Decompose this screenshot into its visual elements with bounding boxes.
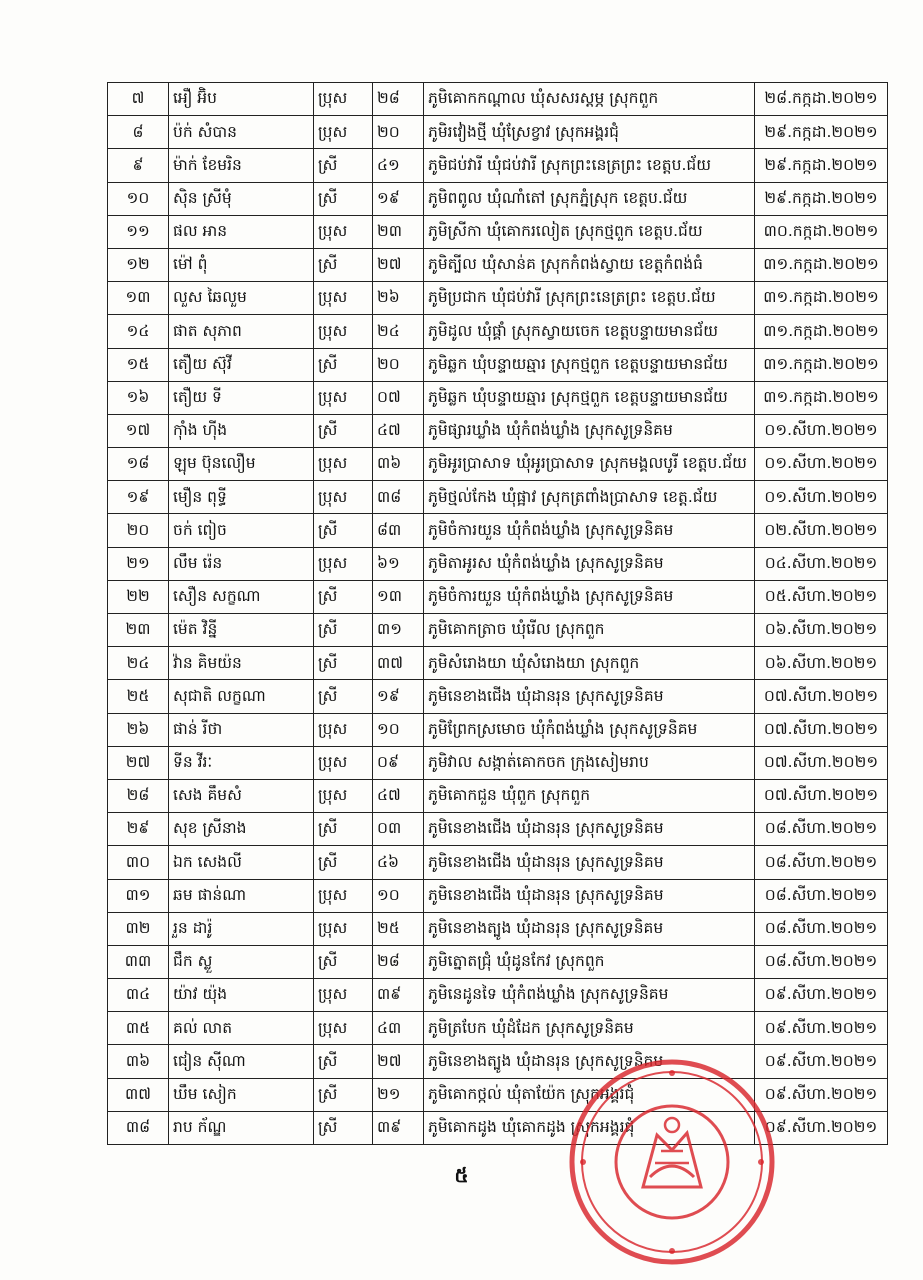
record-date: ០៨.សីហា.២០២១ <box>755 879 888 912</box>
record-date: ០៩.សីហា.២០២១ <box>755 1045 888 1078</box>
patient-name: មឿន ពុទ្ធី <box>169 481 314 514</box>
patient-name: ជៀន ស៊ីណា <box>169 1045 314 1078</box>
row-number: ២៣ <box>108 614 169 647</box>
table-row <box>108 580 888 613</box>
patient-age: ៤១ <box>373 149 424 182</box>
row-number: ៣៦ <box>108 1045 169 1078</box>
record-date: ២៩.កក្កដា.២០២១ <box>755 116 888 149</box>
row-number: ១៥ <box>108 348 169 381</box>
patient-age: ២៣ <box>373 215 424 248</box>
patient-address: ភូមិចំការយួន ឃុំកំពង់ឃ្លាំង ស្រុកសូទ្រនិគម <box>424 580 755 613</box>
record-date: ០២.សីហា.២០២១ <box>755 514 888 547</box>
patient-age: ៤៧ <box>373 779 424 812</box>
patient-age: ៦១ <box>373 547 424 580</box>
row-number: ១០ <box>108 182 169 215</box>
record-date: ០៩.សីហា.២០២១ <box>755 1078 888 1111</box>
row-number: ៣២ <box>108 912 169 945</box>
record-date: ៣០.កក្កដា.២០២១ <box>755 215 888 248</box>
page-number: ៥ <box>454 1163 469 1187</box>
table-row <box>108 945 888 978</box>
patient-address: ភូមិនេខាងជើង ឃុំដានរុន ស្រុកសូទ្រនិគម <box>424 846 755 879</box>
record-date: ៣១.កក្កដា.២០២១ <box>755 282 888 315</box>
patient-name: ស៊ិន ស្រីមុំ <box>169 182 314 215</box>
row-number: ២០ <box>108 514 169 547</box>
patient-age: ៣៨ <box>373 481 424 514</box>
patient-name: ឯក សេងលី <box>169 846 314 879</box>
patient-address: ភូមិអូរប្រាសាទ ឃុំអូរប្រាសាទ ស្រុកមង្គលបូរី ខេត្តប.ជ័យ <box>424 448 755 481</box>
patient-name: សេង គឹមសំ <box>169 779 314 812</box>
patient-sex: ប្រុស <box>314 779 373 812</box>
patient-sex: ប្រុស <box>314 979 373 1012</box>
record-date: ៣១.កក្កដា.២០២១ <box>755 315 888 348</box>
record-date: ០៥.សីហា.២០២១ <box>755 580 888 613</box>
patient-sex: ស្រី <box>314 182 373 215</box>
row-number: ១៦ <box>108 381 169 414</box>
patient-name: យ៉ាវ យ៉ុង <box>169 979 314 1012</box>
record-date: ០៧.សីហា.២០២១ <box>755 746 888 779</box>
record-date: ០៦.សីហា.២០២១ <box>755 614 888 647</box>
row-number: ៣០ <box>108 846 169 879</box>
table-row <box>108 514 888 547</box>
patient-address: ភូមិថ្មល់កែង ឃុំផ្អាវ ស្រុកត្រពាំងប្រាសាទ ខេត្ត.ជ័យ <box>424 481 755 514</box>
record-date: ០១.សីហា.២០២១ <box>755 481 888 514</box>
patient-age: ២៤ <box>373 315 424 348</box>
patient-sex: ស្រី <box>314 945 373 978</box>
patient-name: តឿយ ទី <box>169 381 314 414</box>
patient-address: ភូមិគោកដូង ឃុំគោកដូង ស្រុកអង្គរជុំ <box>424 1111 755 1144</box>
row-number: ២៧ <box>108 746 169 779</box>
table-row <box>108 746 888 779</box>
patient-table-body <box>108 83 888 1145</box>
record-date: ២៨.កក្កដា.២០២១ <box>755 83 888 116</box>
patient-name: វ៉ាន គិមយ៉ន <box>169 647 314 680</box>
patient-sex: ស្រី <box>314 348 373 381</box>
patient-address: ភូមិគោកថ្កល់ ឃុំតាយ៉ែក ស្រុកអង្គរជុំ <box>424 1078 755 1111</box>
patient-age: ៣៧ <box>373 647 424 680</box>
patient-address: ភូមិនេខាងជើង ឃុំដានរុន ស្រុកសូទ្រនិគម <box>424 680 755 713</box>
patient-name: ឆម ផាន់ណា <box>169 879 314 912</box>
record-date: ០៨.សីហា.២០២១ <box>755 813 888 846</box>
row-number: ៣៤ <box>108 979 169 1012</box>
row-number: ២១ <box>108 547 169 580</box>
patient-address: ភូមិចំការយួន ឃុំកំពង់ឃ្លាំង ស្រុកសូទ្រនិគម <box>424 514 755 547</box>
patient-sex: ស្រី <box>314 614 373 647</box>
row-number: ៣៨ <box>108 1111 169 1144</box>
patient-name: ម៉េត វិន្នី <box>169 614 314 647</box>
patient-age: ២៧ <box>373 248 424 281</box>
patient-address: ភូមិគោកត្រាច ឃុំរើល ស្រុកពួក <box>424 614 755 647</box>
patient-sex: ប្រុស <box>314 381 373 414</box>
record-date: ០៨.សីហា.២០២១ <box>755 846 888 879</box>
record-date: ០៦.សីហា.២០២១ <box>755 647 888 680</box>
record-date: ២៩.កក្កដា.២០២១ <box>755 149 888 182</box>
table-row <box>108 348 888 381</box>
patient-address: ភូមិស្រីកា ឃុំគោករលៀត ស្រុកថ្មពួក ខេត្តប.ជ័យ <box>424 215 755 248</box>
patient-name: ឡុម ប៊ុនលឿម <box>169 448 314 481</box>
patient-age: ២៧ <box>373 1045 424 1078</box>
patient-address: ភូមិព្រែកស្រមោច ឃុំកំពង់ឃ្លាំង ស្រុកសូទ្រនិគម <box>424 713 755 746</box>
patient-sex: ស្រី <box>314 1045 373 1078</box>
patient-sex: ស្រី <box>314 514 373 547</box>
patient-age: ៣១ <box>373 614 424 647</box>
patient-name: ផល អាន <box>169 215 314 248</box>
row-number: ១៩ <box>108 481 169 514</box>
table-row <box>108 680 888 713</box>
patient-name: ផាត សុភាព <box>169 315 314 348</box>
record-date: ០១.សីហា.២០២១ <box>755 414 888 447</box>
patient-sex: ស្រី <box>314 813 373 846</box>
record-date: ០៩.សីហា.២០២១ <box>755 979 888 1012</box>
record-date: ០៧.សីហា.២០២១ <box>755 680 888 713</box>
patient-age: ៣៦ <box>373 448 424 481</box>
patient-name: សឿន សក្ខណា <box>169 580 314 613</box>
table-row <box>108 979 888 1012</box>
patient-address: ភូមិនេខាងជើង ឃុំដានរុន ស្រុកសូទ្រនិគម <box>424 879 755 912</box>
record-date: ០៧.សីហា.២០២១ <box>755 713 888 746</box>
patient-sex: ស្រី <box>314 1111 373 1144</box>
table-row <box>108 1078 888 1111</box>
record-date: ៣១.កក្កដា.២០២១ <box>755 248 888 281</box>
patient-sex: ប្រុស <box>314 215 373 248</box>
record-date: ៣១.កក្កដា.២០២១ <box>755 348 888 381</box>
patient-age: ០៧ <box>373 381 424 414</box>
row-number: ៣១ <box>108 879 169 912</box>
patient-sex: ស្រី <box>314 680 373 713</box>
patient-sex: ប្រុស <box>314 315 373 348</box>
record-date: ០១.សីហា.២០២១ <box>755 448 888 481</box>
record-date: ០៤.សីហា.២០២១ <box>755 547 888 580</box>
patient-age: ២០ <box>373 116 424 149</box>
patient-address: ភូមិនេខាងជើង ឃុំដានរុន ស្រុកសូទ្រនិគម <box>424 813 755 846</box>
row-number: ២៩ <box>108 813 169 846</box>
patient-name: ផាន់ រីថា <box>169 713 314 746</box>
row-number: ១២ <box>108 248 169 281</box>
patient-address: ភូមិគោកជួន ឃុំពួក ស្រុកពួក <box>424 779 755 812</box>
row-number: ១៤ <box>108 315 169 348</box>
patient-sex: ស្រី <box>314 248 373 281</box>
row-number: ៣៥ <box>108 1012 169 1045</box>
record-date: ០៩.សីហា.២០២១ <box>755 1012 888 1045</box>
patient-address: ភូមិត្បីល ឃុំសាន់គ ស្រុកកំពង់ស្វាយ ខេត្តកំពង់ធំ <box>424 248 755 281</box>
table-row <box>108 182 888 215</box>
patient-address: ភូមិឆ្លក ឃុំបន្ទាយឆ្មារ ស្រុកថ្មពួក ខេត្តបន្ទាយមានជ័យ <box>424 381 755 414</box>
patient-sex: ប្រុស <box>314 713 373 746</box>
patient-age: ៣៩ <box>373 979 424 1012</box>
patient-address: ភូមិគោកកណ្ដាល ឃុំសសរស្ដម្ភ ស្រុកពួក <box>424 83 755 116</box>
patient-sex: ប្រុស <box>314 547 373 580</box>
patient-age: ១០ <box>373 713 424 746</box>
patient-name: តឿយ ស៊ុវី <box>169 348 314 381</box>
patient-age: ៤៧ <box>373 414 424 447</box>
row-number: ៣៣ <box>108 945 169 978</box>
patient-name: លឹម រ៉េន <box>169 547 314 580</box>
record-date: ០៩.សីហា.២០២១ <box>755 1111 888 1144</box>
patient-address: ភូមិផ្សារឃ្លាំង ឃុំកំពង់ឃ្លាំង ស្រុកសូទ្រនិគម <box>424 414 755 447</box>
patient-address: ភូមិត្របែក ឃុំដំដែក ស្រុកសូទ្រនិគម <box>424 1012 755 1045</box>
row-number: ១៨ <box>108 448 169 481</box>
row-number: ២៥ <box>108 680 169 713</box>
table-row <box>108 846 888 879</box>
row-number: ១៧ <box>108 414 169 447</box>
row-number: ៩ <box>108 149 169 182</box>
patient-age: ២១ <box>373 1078 424 1111</box>
row-number: ២២ <box>108 580 169 613</box>
row-number: ៣៧ <box>108 1078 169 1111</box>
patient-address: ភូមិពពូល ឃុំណាំតៅ ស្រុកភ្នំស្រុក ខេត្តប.ជ័យ <box>424 182 755 215</box>
table-row <box>108 813 888 846</box>
patient-name: ប៉ក់ សំបាន <box>169 116 314 149</box>
patient-sex: ប្រុស <box>314 83 373 116</box>
table-row <box>108 282 888 315</box>
record-date: ០៨.សីហា.២០២១ <box>755 912 888 945</box>
table-row <box>108 448 888 481</box>
record-date: ០៨.សីហា.២០២១ <box>755 945 888 978</box>
patient-address: ភូមិដូល ឃុំផ្គាំ ស្រុកស្វាយចេក ខេត្តបន្ទាយមានជ័យ <box>424 315 755 348</box>
patient-address: ភូមិវាល សង្កាត់គោកចក ក្រុងសៀមរាប <box>424 746 755 779</box>
patient-address: ភូមិឆ្លក ឃុំបន្ទាយឆ្មារ ស្រុកថ្មពួក ខេត្តបន្ទាយមានជ័យ <box>424 348 755 381</box>
patient-name: រួន ដារ៉ូ <box>169 912 314 945</box>
table-row <box>108 215 888 248</box>
patient-age: ១៩ <box>373 182 424 215</box>
table-row <box>108 1045 888 1078</box>
patient-name: សុជាតិ លក្ខណា <box>169 680 314 713</box>
table-row <box>108 116 888 149</box>
patient-age: ០៩ <box>373 746 424 779</box>
patient-sex: ស្រី <box>314 647 373 680</box>
patient-sex: ប្រុស <box>314 116 373 149</box>
patient-name: គល់ លាត <box>169 1012 314 1045</box>
row-number: ២៤ <box>108 647 169 680</box>
patient-age: ២៨ <box>373 945 424 978</box>
patient-address: ភូមិតាអូរស ឃុំកំពង់ឃ្លាំង ស្រុកសូទ្រនិគម <box>424 547 755 580</box>
patient-sex: ប្រុស <box>314 481 373 514</box>
patient-name: ទីន វីរៈ <box>169 746 314 779</box>
patient-sex: ស្រី <box>314 149 373 182</box>
table-row <box>108 83 888 116</box>
patient-age: ៨៣ <box>373 514 424 547</box>
patient-age: ២៦ <box>373 282 424 315</box>
patient-age: ១៣ <box>373 580 424 613</box>
table-row <box>108 713 888 746</box>
patient-sex: ប្រុស <box>314 879 373 912</box>
row-number: ២៦ <box>108 713 169 746</box>
patient-age: ៣៩ <box>373 1111 424 1144</box>
patient-age: ១០ <box>373 879 424 912</box>
patient-age: ០៣ <box>373 813 424 846</box>
patient-table <box>107 82 888 1145</box>
patient-address: ភូមិសំរោងយា ឃុំសំរោងយា ស្រុកពួក <box>424 647 755 680</box>
record-date: ២៩.កក្កដា.២០២១ <box>755 182 888 215</box>
patient-age: ៤៦ <box>373 846 424 879</box>
patient-sex: ប្រុស <box>314 448 373 481</box>
row-number: ២៨ <box>108 779 169 812</box>
row-number: ១៣ <box>108 282 169 315</box>
patient-sex: ស្រី <box>314 846 373 879</box>
table-row <box>108 779 888 812</box>
table-row <box>108 647 888 680</box>
patient-age: ២០ <box>373 348 424 381</box>
patient-name: ចក់ ពៀច <box>169 514 314 547</box>
patient-name: អឿ អ៊ិប <box>169 83 314 116</box>
table-row <box>108 912 888 945</box>
row-number: ១១ <box>108 215 169 248</box>
patient-sex: ប្រុស <box>314 912 373 945</box>
patient-name: រាប ក័ណ្ឌ <box>169 1111 314 1144</box>
table-row <box>108 547 888 580</box>
patient-name: ម៉ាក់ ខែមរិន <box>169 149 314 182</box>
patient-sex: ស្រី <box>314 414 373 447</box>
patient-address: ភូមិរវៀងថ្មី ឃុំស្រែខ្វាវ ស្រុកអង្គរជុំ <box>424 116 755 149</box>
patient-age: ២៥ <box>373 912 424 945</box>
patient-address: ភូមិជប់វារី ឃុំជប់វារី ស្រុកព្រះនេត្រព្រះ ខេត្តប.ជ័យ <box>424 149 755 182</box>
patient-name: ម៉ៅ ពុំ <box>169 248 314 281</box>
patient-name: លួស ឆៃលួម <box>169 282 314 315</box>
table-row <box>108 481 888 514</box>
table-row <box>108 248 888 281</box>
table-row <box>108 315 888 348</box>
patient-name: ជឹក ស្លួ <box>169 945 314 978</box>
record-date: ០៧.សីហា.២០២១ <box>755 779 888 812</box>
patient-address: ភូមិប្រជាក ឃុំជប់វារី ស្រុកព្រះនេត្រព្រះ ខេត្តប.ជ័យ <box>424 282 755 315</box>
patient-age: ៤៣ <box>373 1012 424 1045</box>
patient-sex: ប្រុស <box>314 282 373 315</box>
patient-sex: ប្រុស <box>314 1012 373 1045</box>
table-row <box>108 149 888 182</box>
table-row <box>108 879 888 912</box>
table-row <box>108 614 888 647</box>
table-row <box>108 1012 888 1045</box>
patient-age: ១៩ <box>373 680 424 713</box>
record-date: ៣១.កក្កដា.២០២១ <box>755 381 888 414</box>
patient-age: ២៨ <box>373 83 424 116</box>
patient-sex: ស្រី <box>314 580 373 613</box>
table-row <box>108 381 888 414</box>
patient-address: ភូមិនេដូនទៃ ឃុំកំពង់ឃ្លាំង ស្រុកសូទ្រនិគម <box>424 979 755 1012</box>
table-row <box>108 414 888 447</box>
patient-address: ភូមិត្នោតជ្រុំ ឃុំដូនកែវ ស្រុកពួក <box>424 945 755 978</box>
row-number: ៧ <box>108 83 169 116</box>
row-number: ៨ <box>108 116 169 149</box>
table-row <box>108 1111 888 1144</box>
patient-sex: ប្រុស <box>314 746 373 779</box>
patient-name: ក៉ាំង ហ៊ីង <box>169 414 314 447</box>
patient-name: ឃឹម សៀក <box>169 1078 314 1111</box>
patient-address: ភូមិនេខាងត្បូង ឃុំដានរុន ស្រុកសូទ្រនិគម <box>424 1045 755 1078</box>
patient-name: សុខ ស្រីនាង <box>169 813 314 846</box>
patient-sex: ស្រី <box>314 1078 373 1111</box>
patient-address: ភូមិនេខាងត្បូង ឃុំដានរុន ស្រុកសូទ្រនិគម <box>424 912 755 945</box>
